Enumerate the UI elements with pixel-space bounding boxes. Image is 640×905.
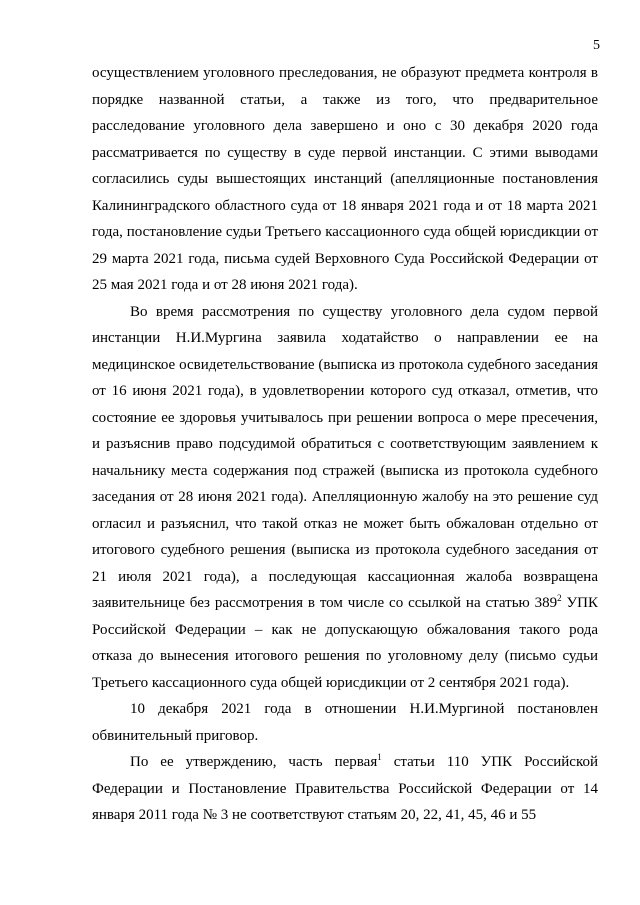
paragraph-1: осуществлением уголовного преследования, не образуют предмета контроля в порядке названной статьи, а также из того, что предварительное расследование уголовного дела завершено и оно с 30 декабря 2020 года рассматривается по существу в суде первой инстанции. С этими выводами согласились суды вышестоящих инстанций (апелляционные постановления Калининградского областного суда от 18 января 2021 года и от 18 марта 2021 года, постановление судьи Третьего кассационного суда общей юрисдикции от 29 марта 2021 года, письма судей Верховного Суда Российской Федерации от 25 мая 2021 года и от 28 июня 2021 года). — [92, 65, 598, 293]
page-number: 5 — [593, 38, 600, 53]
paragraph-4-superscript: 1 — [377, 752, 382, 762]
paragraph-2-superscript: 2 — [557, 593, 562, 603]
paragraph-3: 10 декабря 2021 года в отношении Н.И.Мургиной постановлен обвинительный приговор. — [92, 701, 598, 744]
paragraph-2-text-after: УПК Российской Федерации – как не допускающую обжалования такого рода отказа до вынесения итогового решения по уголовному делу (письмо судьи Третьего кассационного суда общей юрисдикции от 2 сентября 2021 года). — [92, 595, 599, 691]
paragraph-2-text-before: Во время рассмотрения по существу уголовного дела судом первой инстанции Н.И.Мургина заявила ходатайство о направлении ее на медицинское освидетельствование (выписка из протокола судебного заседания от 16 июня 2021 года), в удовлетворении которого суд отказал, отметив, что состояние ее здоровья учитывалось при решении вопроса о мере пресечения, и разъяснив право подсудимой обратиться с соответствующим заявлением к начальнику места содержания под стражей (выписка из протокола судебного заседания от 28 июня 2021 года). Апелляционную жалобу на это решение суд огласил и разъяснил, что такой отказ не может быть обжалован отдельно от итогового судебного решения (выписка из протокола судебного заседания от 21 июля 2021 года), а последующая кассационная жалоба возвращена заявительнице без рассмотрения в том числе со ссылкой на статью 389 — [92, 303, 598, 611]
document-body — [92, 60, 598, 829]
paragraph-2 — [92, 299, 598, 697]
paragraph-4 — [92, 749, 598, 829]
paragraph-4-text-after: статьи 110 УПК Российской Федерации и Постановление Правительства Российской Федерации от 14 января 2011 года № 3 не соответствуют статьям 20, 22, 41, 45, 46 и 55 — [92, 754, 598, 823]
paragraph-4-text-before: По ее утверждению, часть первая — [130, 754, 378, 770]
